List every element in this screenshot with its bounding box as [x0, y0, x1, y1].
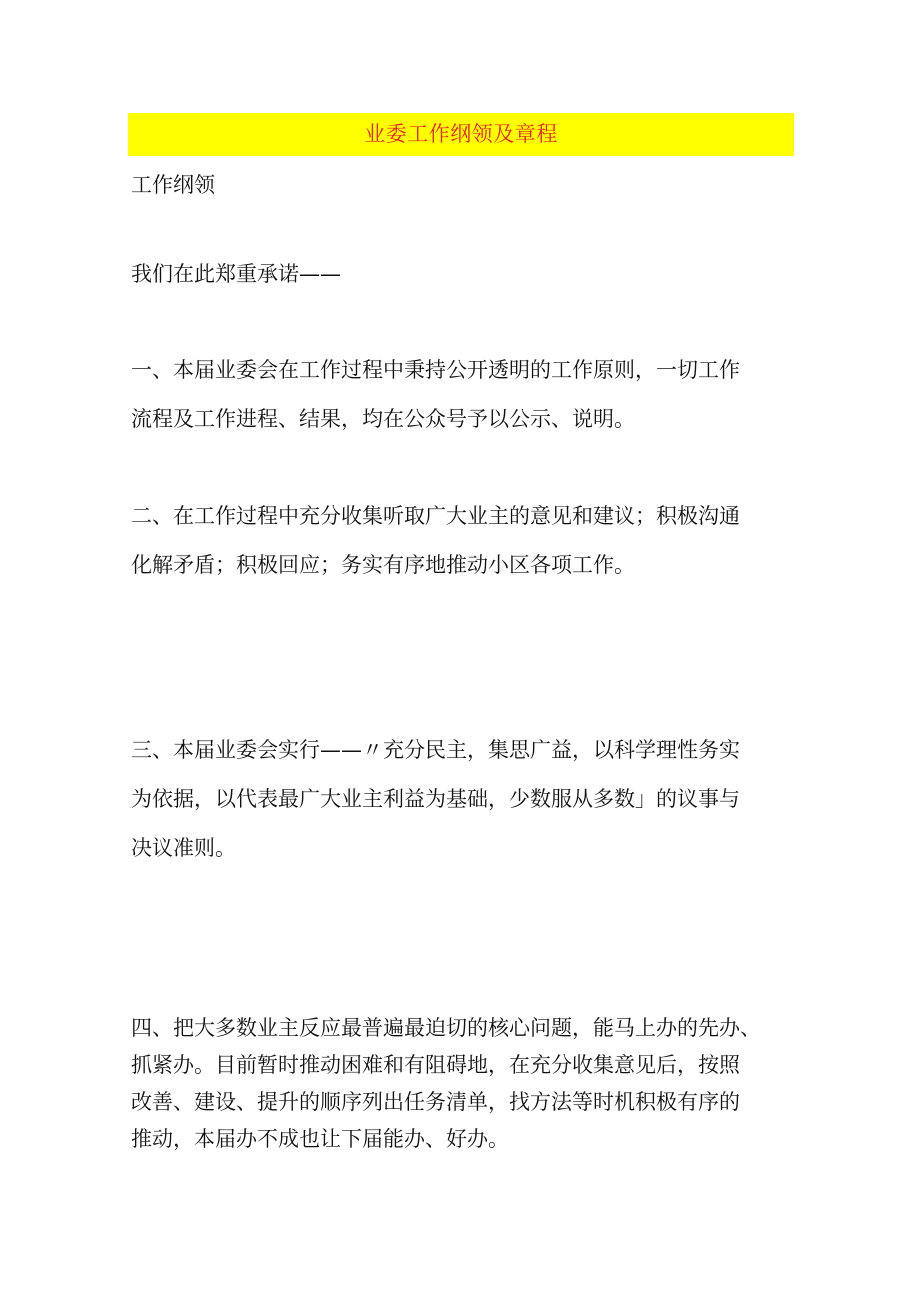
paragraph-line: 一、本届业委会在工作过程中秉持公开透明的工作原则，一切工作: [131, 358, 740, 382]
document-title: 业委工作纲领及章程: [364, 122, 558, 146]
paragraph-line: 为依据，以代表最广大业主利益为基础，少数服从多数」的议事与: [131, 787, 740, 811]
title-banner: [128, 113, 794, 156]
paragraph-line: 四、把大多数业主反应最普遍最迫切的核心问题，能马上办的先办、: [131, 1016, 761, 1040]
paragraph-line: 决议准则。: [131, 836, 236, 860]
paragraph-1: [131, 346, 796, 444]
paragraph-line: 二、在工作过程中充分收集听取广大业主的意见和建议；积极沟通: [131, 504, 740, 528]
paragraph-3: [131, 726, 796, 873]
paragraph-line: 化解矛盾；积极回应；务实有序地推动小区各项工作。: [131, 553, 635, 577]
paragraph-4: [131, 1010, 796, 1158]
paragraph-line: 流程及工作进程、结果，均在公众号予以公示、说明。: [131, 407, 635, 431]
intro-statement: 我们在此郑重承诺——: [131, 262, 341, 286]
paragraph-2: [131, 492, 796, 590]
paragraph-line: 三、本届业委会实行——〃充分民主，集思广益，以科学理性务实: [131, 738, 740, 762]
paragraph-line: 抓紧办。目前暂时推动困难和有阻碍地，在充分收集意见后，按照: [131, 1053, 740, 1077]
paragraph-line: 推动，本届办不成也让下届能办、好办。: [131, 1127, 509, 1151]
section-heading: 工作纲领: [131, 173, 215, 197]
paragraph-line: 改善、建设、提升的顺序列出任务清单，找方法等时机积极有序的: [131, 1090, 740, 1114]
